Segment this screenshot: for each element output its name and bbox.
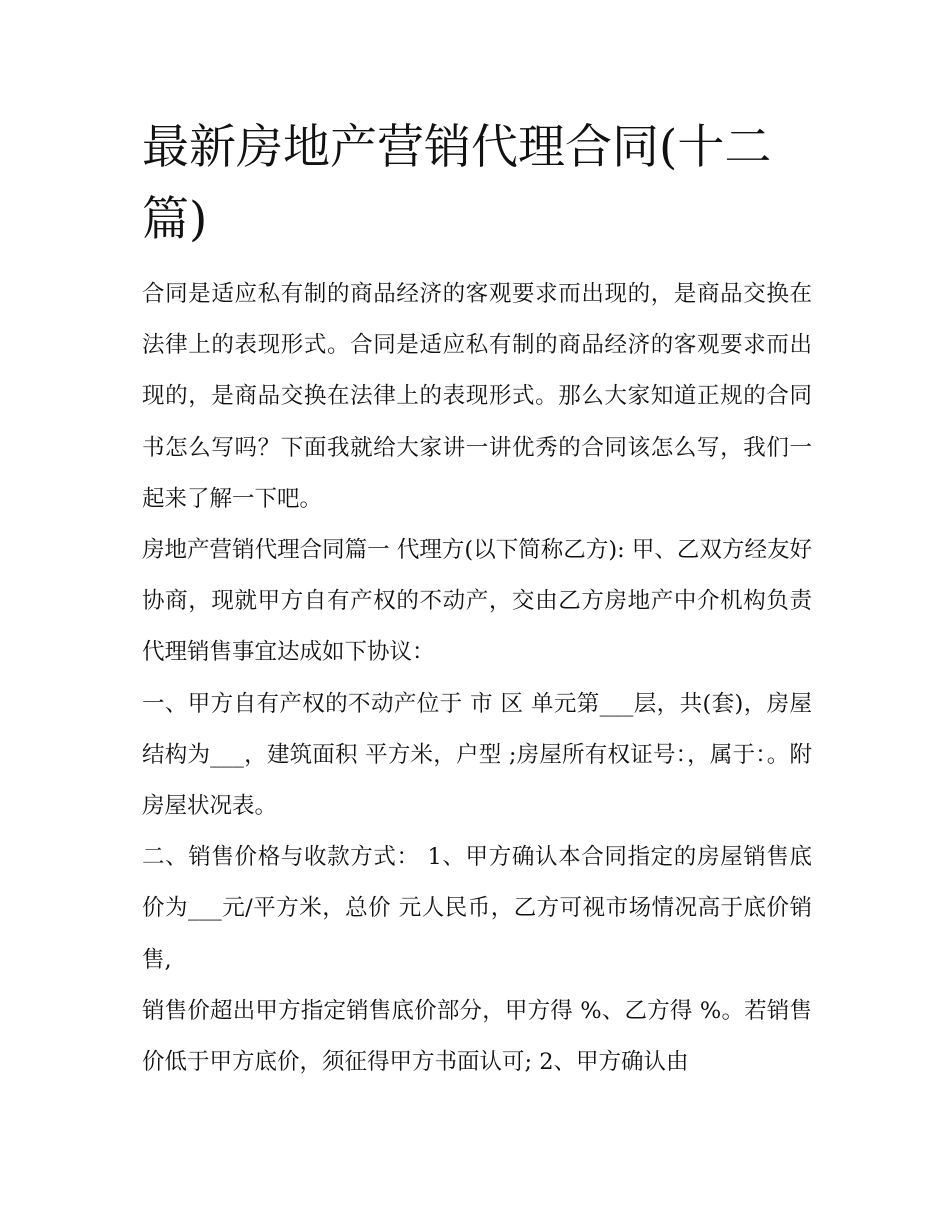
paragraph-property-info: 一、甲方自有产权的不动产位于 市 区 单元第___层，共(套)，房屋结构为___，建筑面积 平方米，户型 ;房屋所有权证号：，属于：。附房屋状况表。	[142, 690, 812, 820]
paragraph-intro: 合同是适应私有制的商品经济的客观要求而出现的，是商品交换在法律上的表现形式。合同是适应私有制的商品经济的客观要求而出现的，是商品交换在法律上的表现形式。那么大家知道正规的合同书怎么写吗？下面我就给大家讲一讲优秀的合同该怎么写，我们一起来了解一下吧。	[142, 281, 812, 512]
document-page	[142, 112, 812, 1088]
paragraph-contract-parties: 房地产营销代理合同篇一 代理方(以下简称乙方): 甲、乙双方经友好协商，现就甲方自有产权的不动产，交由乙方房地产中介机构负责代理销售事宜达成如下协议：	[142, 537, 812, 666]
paragraph-price-payment: 二、销售价格与收款方式： 1、甲方确认本合同指定的房屋销售底价为___元/平方米，总价 元人民币，乙方可视市场情况高于底价销售,	[142, 844, 812, 973]
document-title: 最新房地产营销代理合同(十二篇)	[142, 120, 772, 247]
paragraph-price-split: 销售价超出甲方指定销售底价部分，甲方得 %、乙方得 %。若销售价低于甲方底价，须征得甲方书面认可; 2、甲方确认由	[142, 997, 812, 1076]
